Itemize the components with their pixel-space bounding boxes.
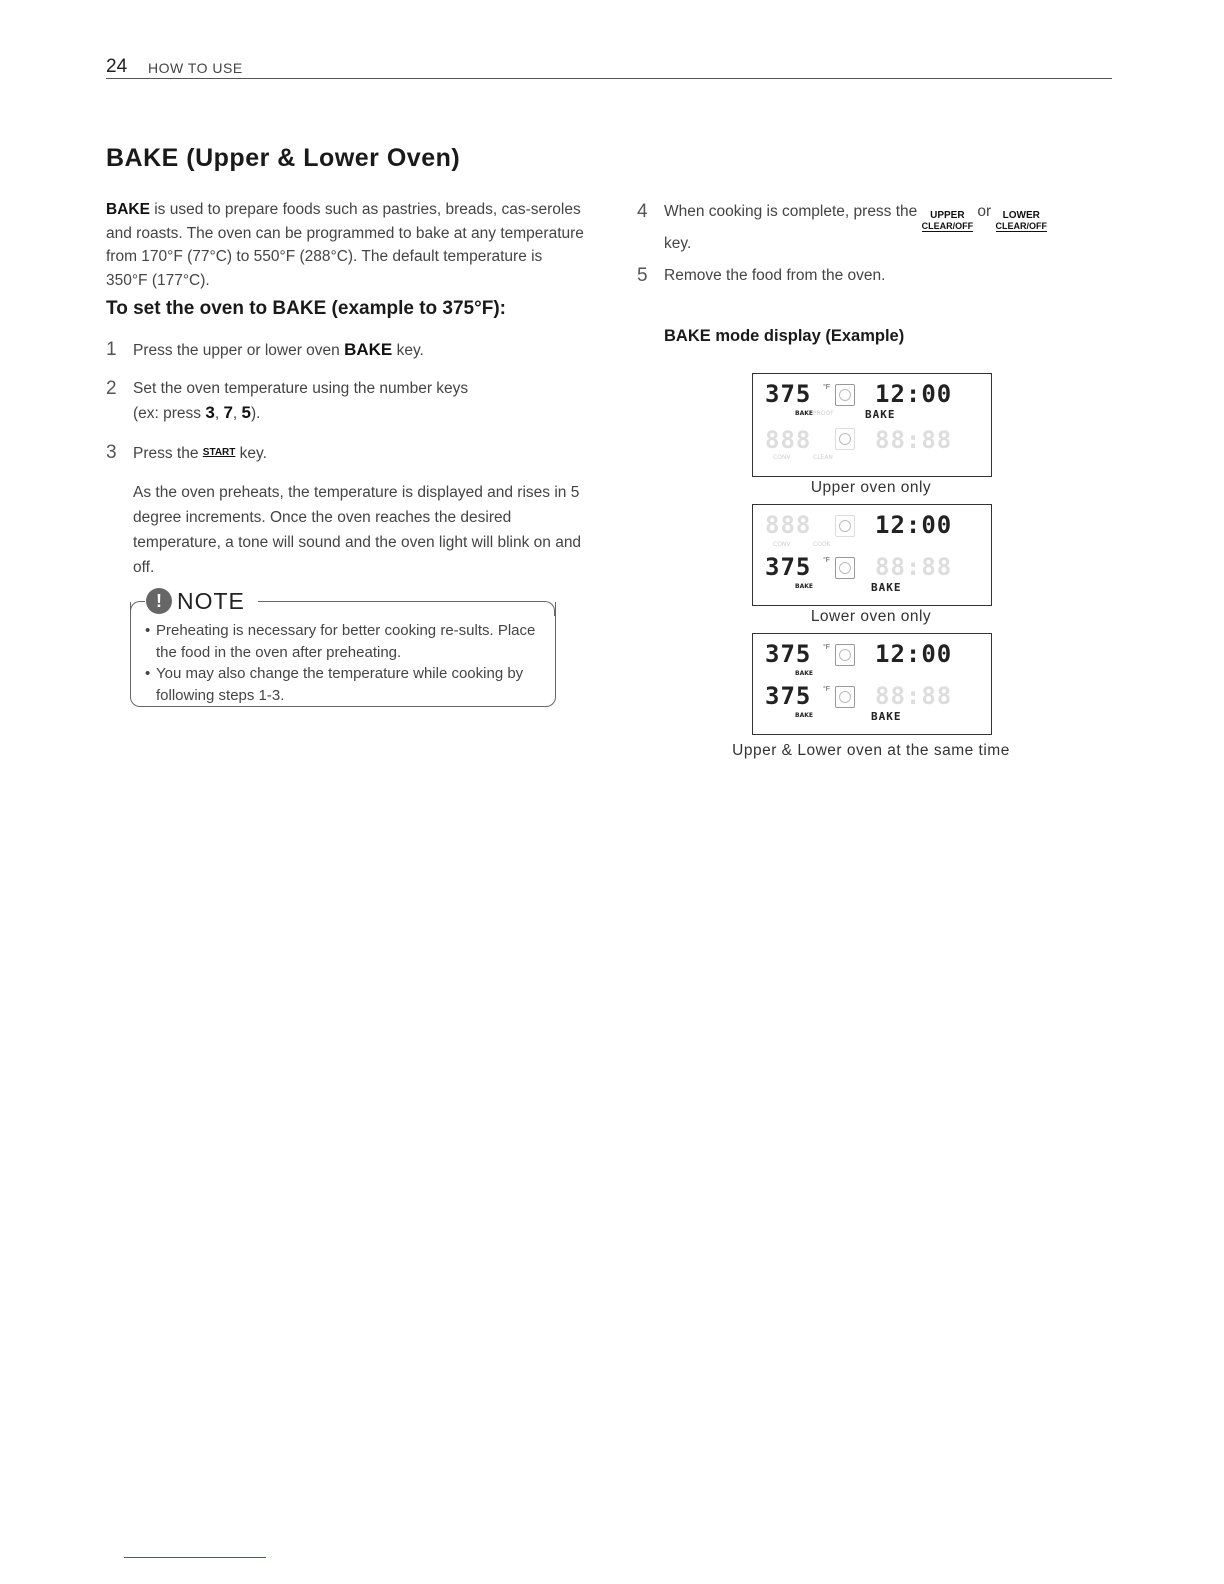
- upper-temp-digits: 888: [765, 511, 812, 539]
- fan-icon: [835, 644, 855, 666]
- upper-row: [753, 634, 991, 684]
- note-title: NOTE: [177, 587, 245, 614]
- bake-indicator: BAKE: [795, 583, 813, 590]
- step-number: 4: [637, 201, 648, 222]
- upper-clear-off-key: UPPER CLEAR/OFF: [921, 210, 974, 231]
- instructions-heading: To set the oven to BAKE (example to 375°F):: [106, 298, 506, 319]
- bake-indicator: BAKE: [795, 712, 813, 719]
- step-text: When cooking is complete, press the UPPER CLEAR/OFF or LOWER CLEAR/OFF key.: [664, 203, 1048, 252]
- step-number: 5: [637, 265, 648, 286]
- page-title: BAKE (Upper & Lower Oven): [106, 144, 461, 172]
- lower-temp-digits: 888: [765, 426, 812, 454]
- mode-text: BAKE: [871, 710, 902, 723]
- degree-label: °F: [823, 644, 831, 651]
- alert-icon: !: [146, 588, 172, 614]
- lower-time-digits: 88:88: [875, 553, 953, 581]
- upper-temp-digits: 375: [765, 380, 812, 408]
- fan-icon: [835, 384, 855, 406]
- fan-icon: [835, 686, 855, 708]
- lower-time-digits: 88:88: [875, 682, 953, 710]
- preheat-paragraph: As the oven preheats, the temperature is displayed and rises in 5 degree increments. Once the oven reaches the desired temperature, a tone will sound and the oven light will blink on and off.: [133, 484, 582, 576]
- intro-bold: BAKE: [106, 201, 150, 218]
- lower-clear-off-key: LOWER CLEAR/OFF: [995, 210, 1048, 231]
- start-key-label: START: [202, 447, 236, 458]
- lower-row: [753, 682, 991, 732]
- caption-lower-only: Lower oven only: [810, 608, 932, 625]
- display-panel-upper-only: [752, 373, 992, 477]
- step-text: Press the upper or lower oven BAKE key.: [133, 340, 424, 359]
- note-item: • You may also change the temperature while cooking by following steps 1-3.: [145, 663, 540, 706]
- footer-divider: [124, 1557, 266, 1558]
- fan-icon: [835, 428, 855, 450]
- page-number: 24: [106, 56, 128, 77]
- fan-icon: [835, 557, 855, 579]
- upper-temp-digits: 375: [765, 640, 812, 668]
- intro-text: is used to prepare foods such as pastries, breads, cas-seroles and roasts. The oven can be programmed to bake at any temperature from 170°F (77°C) to 550°F (288°C). The default temperature is 350°F (177°C).: [106, 201, 584, 289]
- caption-upper-only: Upper oven only: [810, 479, 932, 496]
- upper-time-digits: 12:00: [875, 380, 953, 408]
- fan-icon: [835, 515, 855, 537]
- degree-label: °F: [823, 384, 831, 391]
- lower-temp-digits: 375: [765, 682, 812, 710]
- upper-row: 375 °F 12:00 BAKE PROOF BAKE: [765, 380, 953, 421]
- step-number: 3: [106, 442, 117, 463]
- step-number: 2: [106, 378, 117, 399]
- upper-time-digits: 12:00: [875, 640, 953, 668]
- note-list: [145, 620, 540, 706]
- upper-row: 888 12:00 CONV COOK: [765, 511, 953, 548]
- page-header: [106, 56, 1112, 79]
- note-header: [146, 586, 249, 616]
- display-panel-lower-only: [752, 504, 992, 606]
- lower-row: 888 88:88 CONV CLEAN: [765, 426, 953, 461]
- note-item: • Preheating is necessary for better cooking re-sults. Place the food in the oven after preheating.: [145, 620, 540, 663]
- lower-temp-digits: 375: [765, 553, 812, 581]
- degree-label: °F: [823, 557, 831, 564]
- step-number: 1: [106, 339, 117, 360]
- step-text: Press the START key.: [133, 445, 267, 462]
- upper-time-digits: 12:00: [875, 511, 953, 539]
- bake-key-label: BAKE: [344, 340, 393, 359]
- mode-text: BAKE: [871, 581, 902, 594]
- lower-row: [753, 553, 991, 603]
- step-text: Remove the food from the oven.: [664, 267, 886, 284]
- degree-label: °F: [823, 686, 831, 693]
- bake-indicator: BAKE: [795, 670, 813, 677]
- intro-paragraph: [106, 198, 586, 292]
- display-panel-both: [752, 633, 992, 735]
- step-text: Set the oven temperature using the number keys (ex: press 3, 7, 5).: [133, 380, 469, 422]
- lower-time-digits: 88:88: [875, 426, 953, 454]
- section-label: HOW TO USE: [148, 60, 243, 76]
- mode-text: BAKE: [865, 408, 896, 421]
- bake-indicator: BAKE: [795, 410, 813, 417]
- caption-both: Upper & Lower oven at the same time: [732, 742, 1010, 759]
- display-example-title: BAKE mode display (Example): [664, 327, 905, 345]
